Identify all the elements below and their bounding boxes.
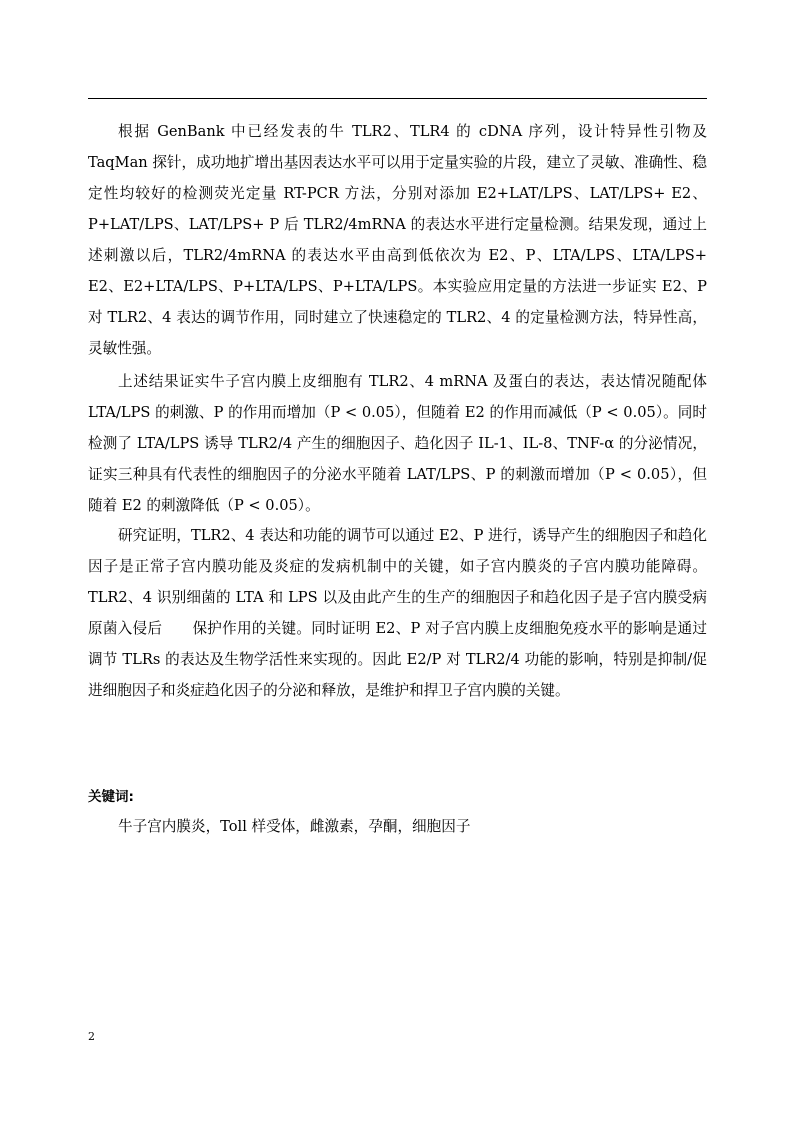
body-paragraph-3-part-b: 保护作用的关键。同时证明 E2、P 对子宫内膜上皮细胞免疫水平的影响是通过调节 TLRs 的表达及生物学活性来实现的。因此 E2/P 对 TLR2/4 功能的影响，特别是抑制/促进细胞因子和炎症趋化因子的分泌和释放，是维护和捍卫子宫内膜的关键。 [88, 620, 707, 699]
body-paragraph-3 [88, 520, 707, 706]
keywords-text: 牛子宫内膜炎，Toll 样受体，雌激素，孕酮，细胞因子 [118, 818, 471, 835]
page-number: 2 [88, 1030, 95, 1043]
body-paragraph-3-part-a: 研究证明，TLR2、4 表达和功能的调节可以通过 E2、P 进行，诱导产生的细胞因子和趋化因子是正常子宫内膜功能及炎症的发病机制中的关键，如子宫内膜炎的子宫内膜功能障碍。TLR2、4 识别细菌的 LTA 和 LPS 以及由此产生的生产的细胞因子和趋化因子是子宫内膜受病原菌入侵后 [88, 527, 707, 637]
header-rule [88, 98, 707, 99]
body-paragraph-1: 根据 GenBank 中已经发表的牛 TLR2、TLR4 的 cDNA 序列，设计特异性引物及 TaqMan 探针，成功地扩增出基因表达水平可以用于定量实验的片段，建立了灵敏、准确性、稳定性均较好的检测荧光定量 RT-PCR 方法，分别对添加 E2+LAT/LPS、LAT/LPS+ E2、P+LAT/LPS、LAT/LPS+ P 后 TLR2/4mRNA 的表达水平进行定量检测。结果发现，通过上述刺激以后，TLR2/4mRNA 的表达水平由高到低依次为 E2、P、LTA/LPS、LTA/LPS+ E2、E2+LTA/LPS、P+LTA/LPS、P+LTA/LPS。本实验应用定量的方法进一步证实 E2、P 对 TLR2、4 表达的调节作用，同时建立了快速稳定的 TLR2、4 的定量检测方法，特异性高，灵敏性强。 [88, 123, 707, 357]
keywords-heading: 关键词: [88, 789, 134, 805]
body-paragraph-2: 上述结果证实牛子宫内膜上皮细胞有 TLR2、4 mRNA 及蛋白的表达，表达情况随配体 LTA/LPS 的刺激、P 的作用而增加（P < 0.05），但随着 E2 的作用而减低（P < 0.05）。同时检测了 LTA/LPS 诱导 TLR2/4 产生的细胞因子、趋化因子 IL-1、IL-8、TNF-α 的分泌情况，证实三种具有代表性的细胞因子的分泌水平随着 LAT/LPS、P 的刺激而增加（P < 0.05），但随着 E2 的刺激降低（P < 0.05）。 [88, 373, 707, 514]
